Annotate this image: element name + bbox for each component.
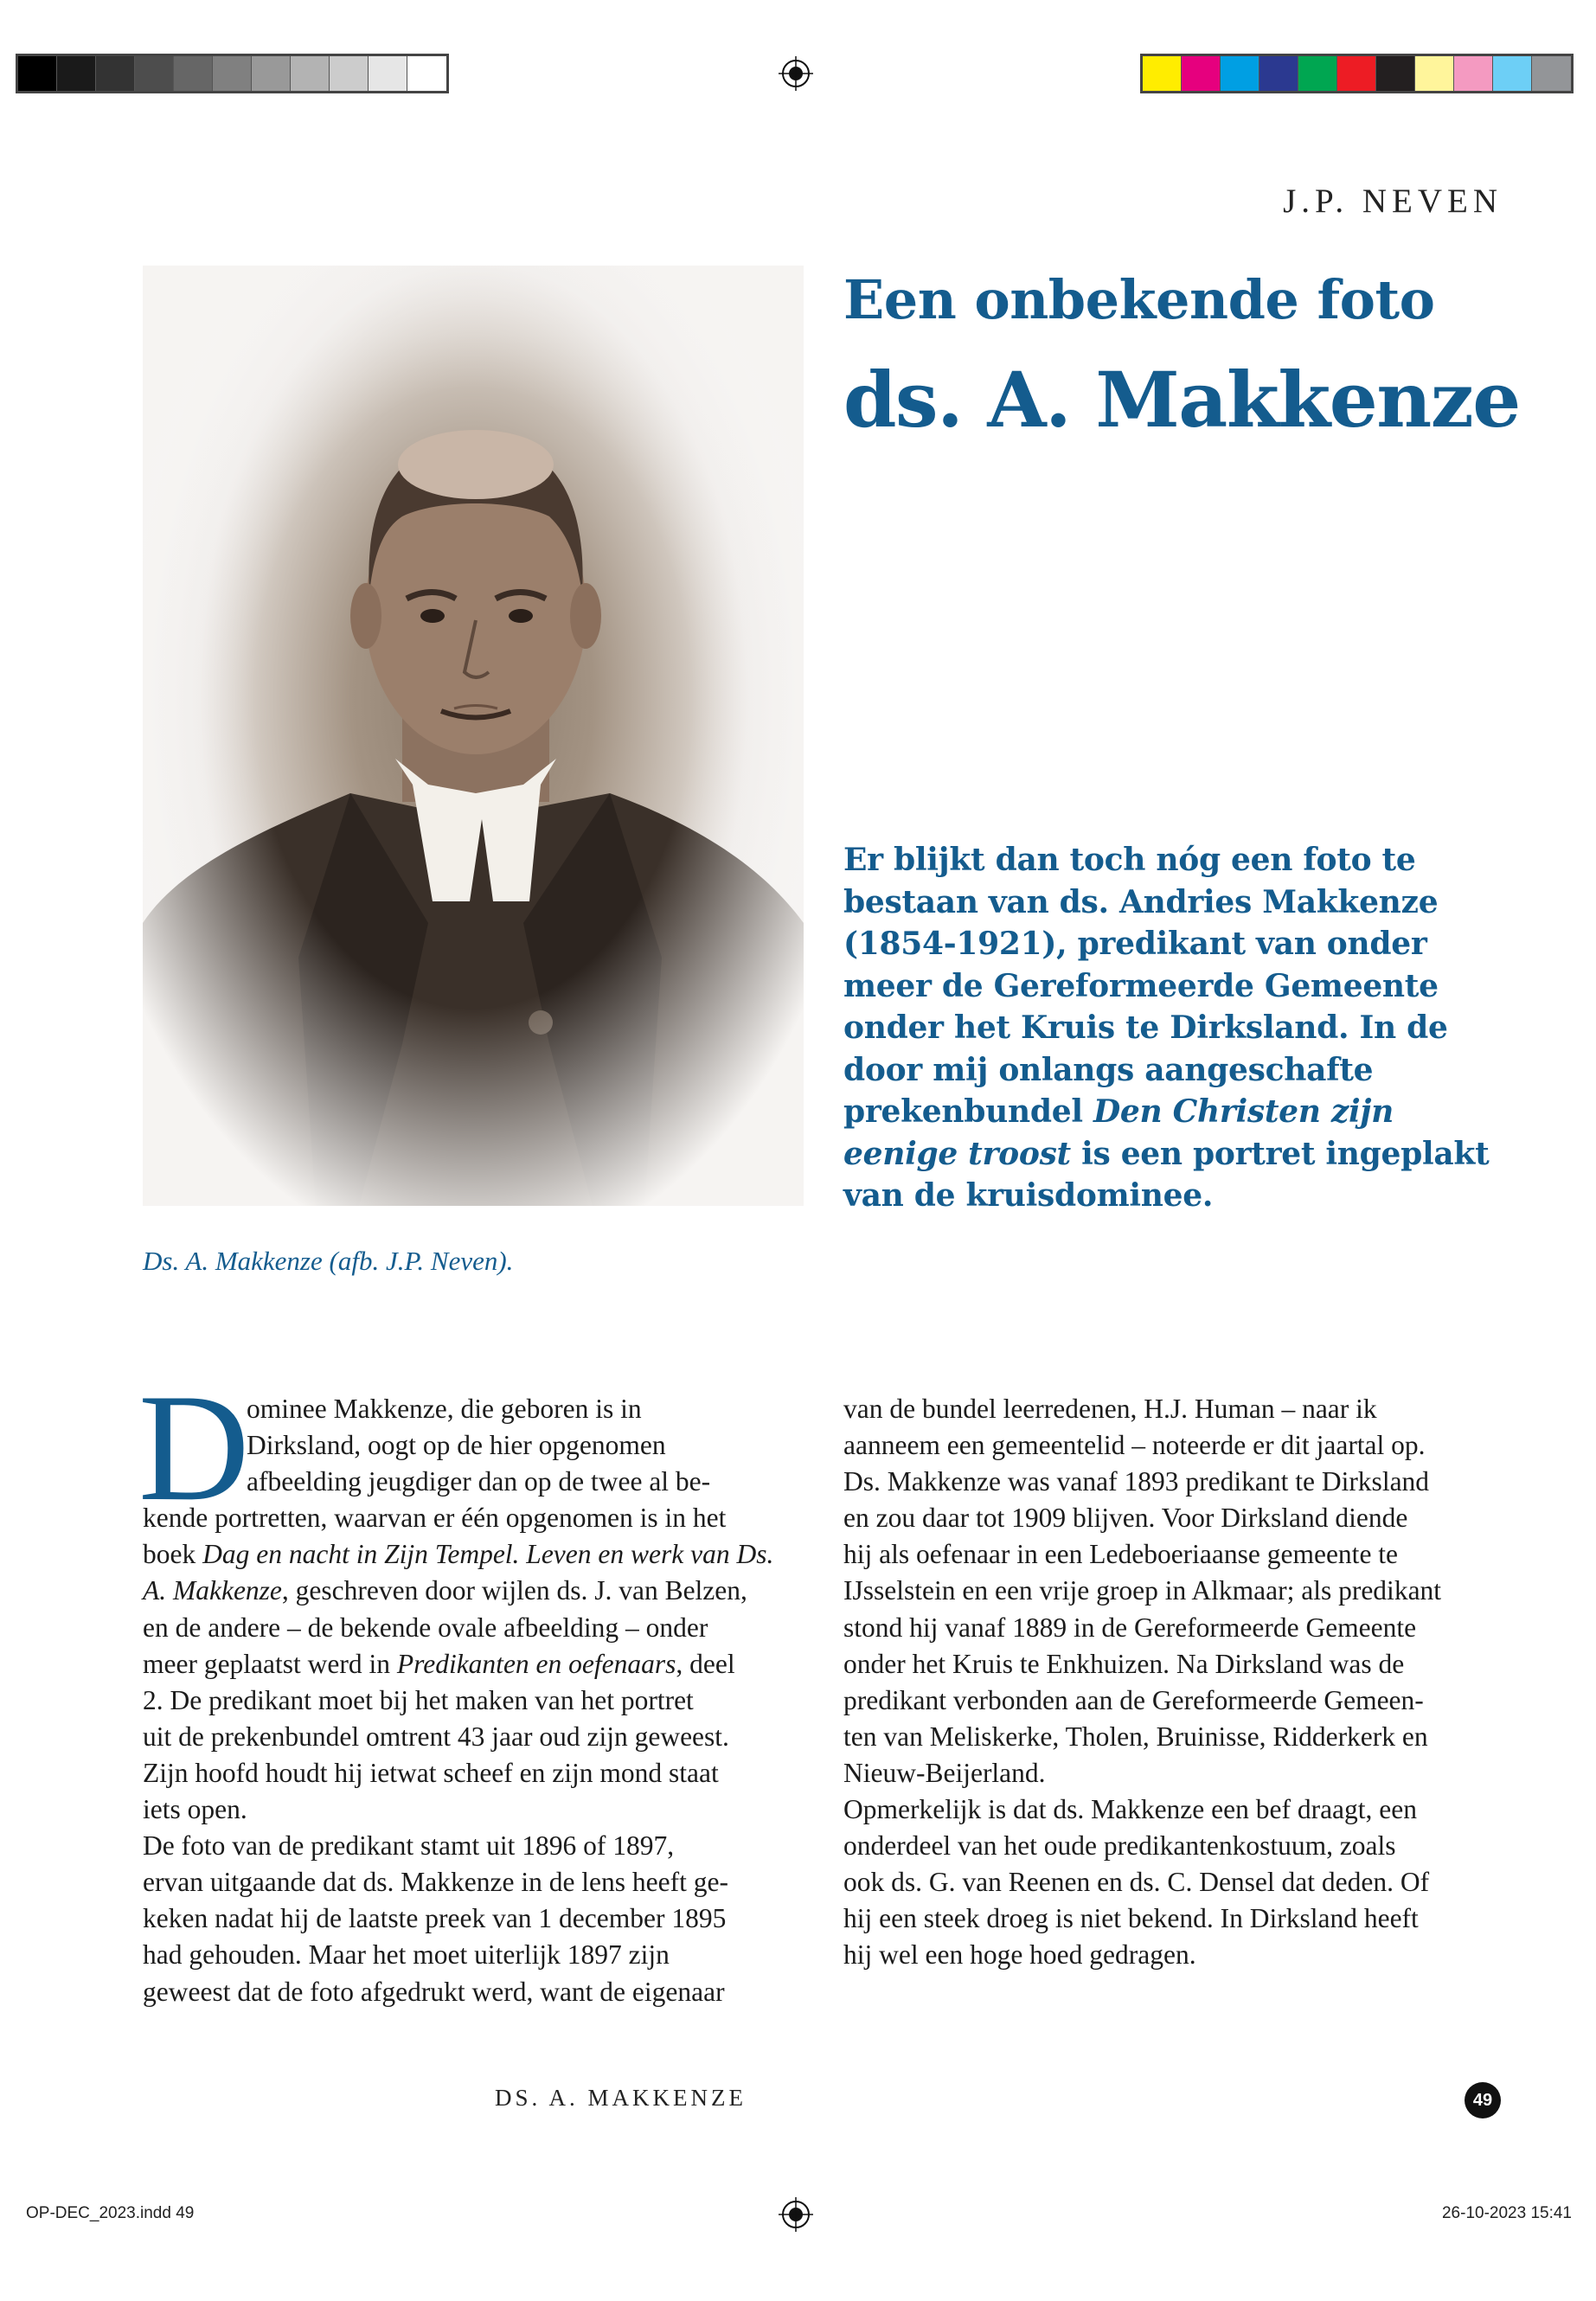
body-line: had gehouden. Maar het moet uiterlijk 1897 zijn	[143, 1939, 670, 1971]
color-swatch-10	[1493, 56, 1532, 91]
gray-swatch-6	[213, 56, 252, 91]
page-number-badge: 49	[1465, 2082, 1501, 2118]
color-swatch-8	[1415, 56, 1454, 91]
gray-swatch-1	[18, 56, 57, 91]
book-title-italic: A. Makkenze	[143, 1575, 282, 1606]
body-line: ominee Makkenze, die geboren is in	[247, 1394, 642, 1424]
body-line: predikant verbonden aan de Gereformeerde Gemeen-	[843, 1684, 1424, 1715]
process-color-bar	[1140, 54, 1574, 93]
color-swatch-3	[1221, 56, 1259, 91]
book-title-italic: Predikanten en oefenaars	[396, 1648, 676, 1679]
body-column-left	[143, 1391, 817, 2010]
gray-swatch-3	[96, 56, 135, 91]
color-swatch-11	[1532, 56, 1571, 91]
intro-paragraph	[843, 839, 1501, 1217]
body-line: hij als oefenaar in een Ledeboeriaanse gemeente te	[843, 1539, 1399, 1570]
body-line: en zou daar tot 1909 blijven. Voor Dirksland diende	[843, 1503, 1408, 1534]
color-swatch-1	[1143, 56, 1182, 91]
body-text: , deel	[676, 1648, 735, 1679]
gray-swatch-4	[135, 56, 174, 91]
registration-mark-bottom-icon	[779, 2197, 813, 2232]
body-line: stond hij vanaf 1889 in de Gereformeerde Gemeente	[843, 1612, 1417, 1643]
body-line: 2. De predikant moet bij het maken van het portret	[143, 1684, 694, 1715]
portrait-photo	[143, 266, 804, 1206]
portrait-illustration	[143, 266, 804, 1206]
body-line: geweest dat de foto afgedrukt werd, want de eigenaar	[143, 1976, 725, 2007]
body-line: Zijn hoofd houdt hij ietwat scheef en zijn mond staat	[143, 1757, 719, 1788]
body-line: hij een steek droeg is niet bekend. In Dirksland heeft	[843, 1903, 1419, 1934]
gray-swatch-10	[369, 56, 407, 91]
body-line: afbeelding jeugdiger dan op de twee al be-	[247, 1466, 711, 1497]
color-swatch-4	[1259, 56, 1298, 91]
body-line: iets open.	[143, 1794, 247, 1825]
body-line: ook ds. G. van Reenen en ds. C. Densel dat deden. Of	[843, 1867, 1430, 1898]
body-line: Dirksland, oogt op de hier opgenomen	[247, 1430, 666, 1461]
author-name: J.P. NEVEN	[1283, 183, 1503, 220]
body-line: ervan uitgaande dat ds. Makkenze in de lens heeft ge-	[143, 1867, 728, 1898]
body-line: en de andere – de bekende ovale afbeelding – onder	[143, 1612, 708, 1643]
color-swatch-5	[1298, 56, 1337, 91]
body-line: De foto van de predikant stamt uit 1896 of 1897,	[143, 1830, 675, 1862]
gray-swatch-8	[291, 56, 330, 91]
body-line: Opmerkelijk is dat ds. Makkenze een bef draagt, een	[843, 1794, 1417, 1825]
body-line: kende portretten, waarvan er één opgenomen is in het	[143, 1503, 727, 1534]
intro-text-before: Er blijkt dan toch nóg een foto te bestaan van ds. Andries Makkenze (1854-1921), predikant van onder meer de Gereformeerde Gemeente onder het Kruis te Dirksland. In de door mij onlangs aangeschafte prekenbundel	[843, 842, 1448, 1130]
registration-mark-top-icon	[779, 56, 813, 91]
gray-swatch-9	[330, 56, 369, 91]
gray-swatch-7	[252, 56, 291, 91]
body-line: Ds. Makkenze was vanaf 1893 predikant te Dirksland	[843, 1466, 1430, 1497]
color-swatch-2	[1182, 56, 1221, 91]
color-swatch-7	[1376, 56, 1415, 91]
gray-swatch-5	[174, 56, 213, 91]
body-text: boek	[143, 1539, 203, 1570]
body-line: ten van Meliskerke, Tholen, Bruinisse, Ridderkerk en	[843, 1721, 1428, 1752]
body-line: keken nadat hij de laatste preek van 1 december 1895	[143, 1903, 727, 1934]
body-column-right	[843, 1391, 1518, 1974]
intro-book-title: Den Christen zijn eenige troost	[843, 1093, 1394, 1172]
body-line: hij wel een hoge hoed gedragen.	[843, 1939, 1196, 1971]
color-swatch-9	[1454, 56, 1493, 91]
intro-text-after: is een portret ingeplakt van de kruisdominee.	[843, 1135, 1490, 1214]
body-line	[143, 1536, 817, 1573]
body-text: , geschreven door wijlen ds. J. van Belzen,	[281, 1575, 747, 1606]
body-line: onderdeel van het oude predikantenkostuum, zoals	[843, 1830, 1396, 1862]
body-text: meer geplaatst werd in	[143, 1648, 397, 1679]
article-title-line1: Een onbekende foto	[843, 268, 1435, 331]
body-line: uit de prekenbundel omtrent 43 jaar oud zijn geweest.	[143, 1721, 729, 1752]
article-title-line2: ds. A. Makkenze	[843, 355, 1520, 445]
body-line: Nieuw-Beijerland.	[843, 1757, 1046, 1788]
body-line: aanneem een gemeentelid – noteerde er dit jaartal op.	[843, 1430, 1426, 1461]
body-line: onder het Kruis te Enkhuizen. Na Dirksland was de	[843, 1648, 1405, 1679]
body-line	[143, 1573, 817, 1609]
gray-swatch-2	[57, 56, 96, 91]
date-slug: 26-10-2023 15:41	[1441, 2204, 1572, 2222]
body-line	[143, 1646, 817, 1682]
drop-cap-letter: D	[138, 1362, 250, 1533]
body-line: IJsselstein en een vrije groep in Alkmaar; als predikant	[843, 1575, 1442, 1606]
book-title-italic: Dag en nacht in Zijn Tempel. Leven en werk van Ds.	[202, 1539, 774, 1570]
running-footer-title: DS. A. MAKKENZE	[495, 2085, 747, 2111]
color-swatch-6	[1337, 56, 1376, 91]
photo-caption: Ds. A. Makkenze (afb. J.P. Neven).	[143, 1246, 514, 1276]
gray-swatch-11	[407, 56, 446, 91]
grayscale-color-bar	[16, 54, 449, 93]
body-line: van de bundel leerredenen, H.J. Human – naar ik	[843, 1394, 1377, 1424]
file-slug: OP-DEC_2023.indd 49	[26, 2204, 195, 2222]
